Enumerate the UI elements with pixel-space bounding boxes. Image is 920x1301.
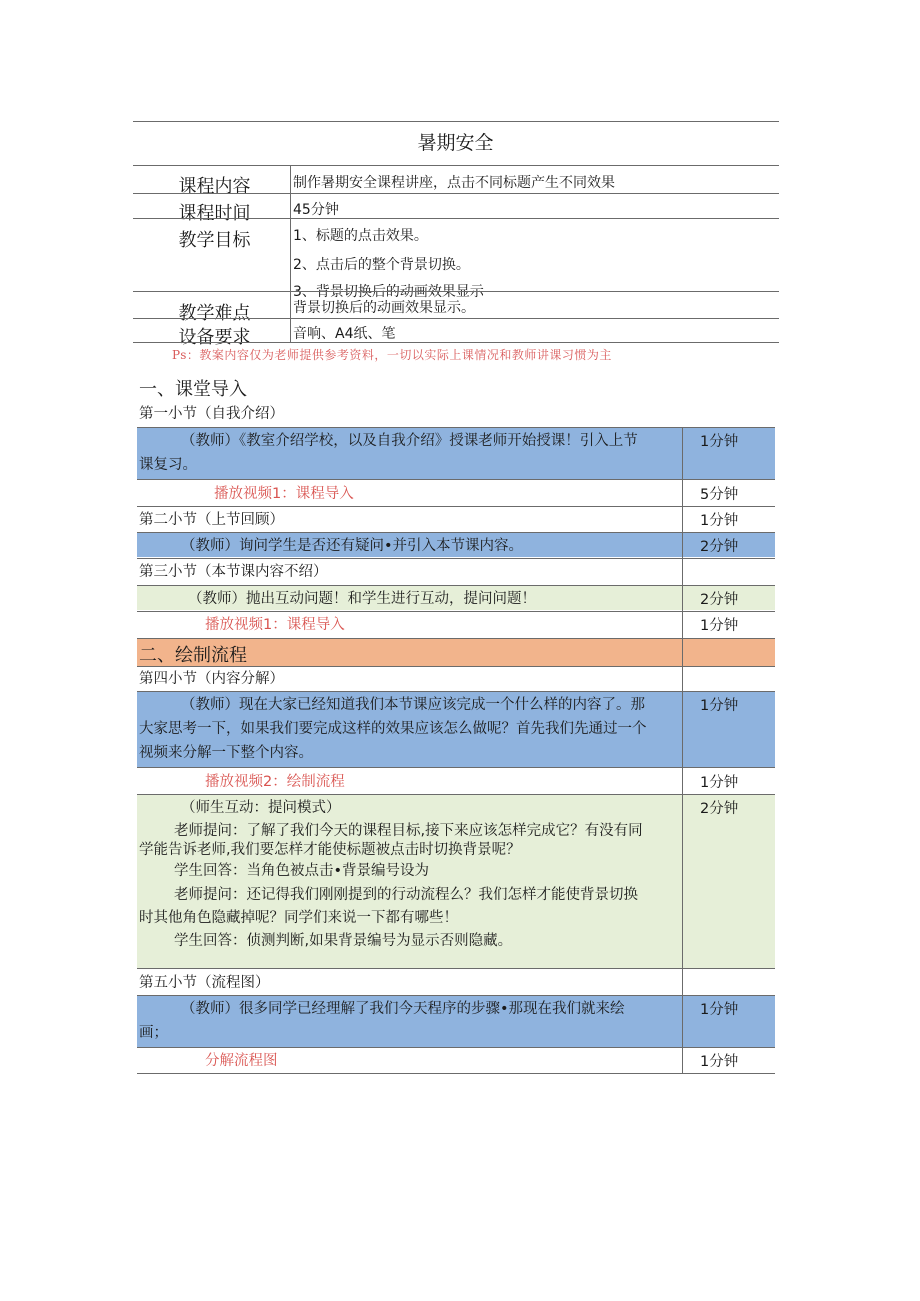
row-text: 视频来分解一下整个内容。 [139,745,313,761]
rule [137,666,775,667]
goal-item: 3、背景切换后的动画效果显示 [293,284,484,300]
page-title: 暑期安全 [417,132,494,154]
time-value: 45分钟 [293,202,339,218]
subsection-title: 第一小节（自我介绍） [139,406,284,422]
goal-item: 1、标题的点击效果。 [293,228,428,244]
difficulty-label: 教学难点 [178,303,251,324]
duration: 1分钟 [700,513,739,529]
rule [137,995,775,996]
rule [133,165,779,166]
content-label: 课程内容 [178,176,251,197]
ps-note: Ps：教案内容仅为老师提供参考资料，一切以实际上课情况和教师讲课习惯为主 [172,348,612,362]
row-text: 画； [139,1025,168,1041]
video-row-label: 播放视频2：绘制流程 [205,774,345,790]
rule [137,767,775,768]
rule [137,611,775,612]
duration: 2分钟 [700,801,739,817]
duration: 1分钟 [700,775,739,791]
subsection-title: 第二小节（上节回顾） [139,512,284,528]
time-label: 课程时间 [178,203,251,224]
row-text: （教师）现在大家已经知道我们本节课应该完成一个什么样的内容了。那 [181,697,645,713]
row-text: 大家思考一下，如果我们要完成这样的效果应该怎么做呢？首先我们先通过一个 [139,721,647,737]
subsection-title: 第四小节（内容分解） [139,671,284,687]
row-text: 学生回答：当角色被点击•背景编号设为 [174,863,430,879]
row-text: （教师）《教室介绍学校，以及自我介绍》授课老师开始授课！引入上节 [181,433,638,449]
section2-heading: 二、绘制流程 [139,645,247,666]
subsection-title: 第五小节（流程图） [139,975,270,991]
duration: 1分钟 [700,1054,739,1070]
equipment-label: 设备要求 [178,327,251,348]
rule [137,968,775,969]
video-row-label: 播放视频1：课程导入 [214,486,354,502]
duration: 1分钟 [700,434,739,450]
equipment-value: 音响、A4纸、笔 [293,326,396,342]
row-text: 老师提问：还记得我们刚刚提到的行动流程么？我们怎样才能使背景切换 [174,887,638,903]
duration: 1分钟 [700,1002,739,1018]
duration: 5分钟 [700,487,739,503]
rule [133,218,779,219]
video-row-label: 分解流程图 [205,1053,278,1069]
subsection-title: 第三小节（本节课内容不绍） [139,564,328,580]
goal-item: 2、点击后的整个背景切换。 [293,257,470,273]
rule [137,1073,775,1074]
row-text: 老师提问：了解了我们今天的课程目标,接下来应该怎样完成它？有没有同 [174,823,643,839]
video-row-label: 播放视频1：课程导入 [205,617,345,633]
rule [133,342,779,343]
row-text: 学生回答：侦测判断,如果背景编号为显示否则隐藏。 [174,933,513,949]
row-text: （教师）抛出互动问题！和学生进行互动，提问问题！ [188,591,536,607]
duration: 2分钟 [700,539,739,555]
rule [137,532,775,533]
duration: 1分钟 [700,618,739,634]
rule [137,585,775,586]
top-rule [133,121,779,122]
row-text: 学能告诉老师,我们要怎样才能使标题被点击时切换背景呢？ [139,842,521,858]
rule [137,558,775,559]
goal-label: 教学目标 [178,230,251,251]
row-text: （教师）询问学生是否还有疑问•并引入本节课内容。 [181,538,524,554]
content-value: 制作暑期安全课程讲座，点击不同标题产生不同效果 [293,175,615,191]
row-text: 课复习。 [139,457,197,473]
row-text: （师生互动：提问模式） [181,800,341,816]
rule [137,479,775,480]
difficulty-value: 背景切换后的动画效果显示。 [293,300,475,316]
rule [137,638,775,639]
rule [137,691,775,692]
section1-heading: 一、课堂导入 [139,379,247,400]
duration-column-divider [682,427,683,1073]
goal-list [293,222,773,300]
rule [133,193,779,194]
rule [133,318,779,319]
rule [133,291,779,292]
rule [137,506,775,507]
rule [137,1047,775,1048]
duration: 1分钟 [700,698,739,714]
row-text: 时其他角色隐藏掉呢？同学们来说一下都有哪些！ [139,910,458,926]
duration: 2分钟 [700,592,739,608]
rule [137,427,775,428]
row-text: （教师）很多同学已经理解了我们今天程序的步骤•那现在我们就来绘 [181,1001,625,1017]
rule [137,794,775,795]
